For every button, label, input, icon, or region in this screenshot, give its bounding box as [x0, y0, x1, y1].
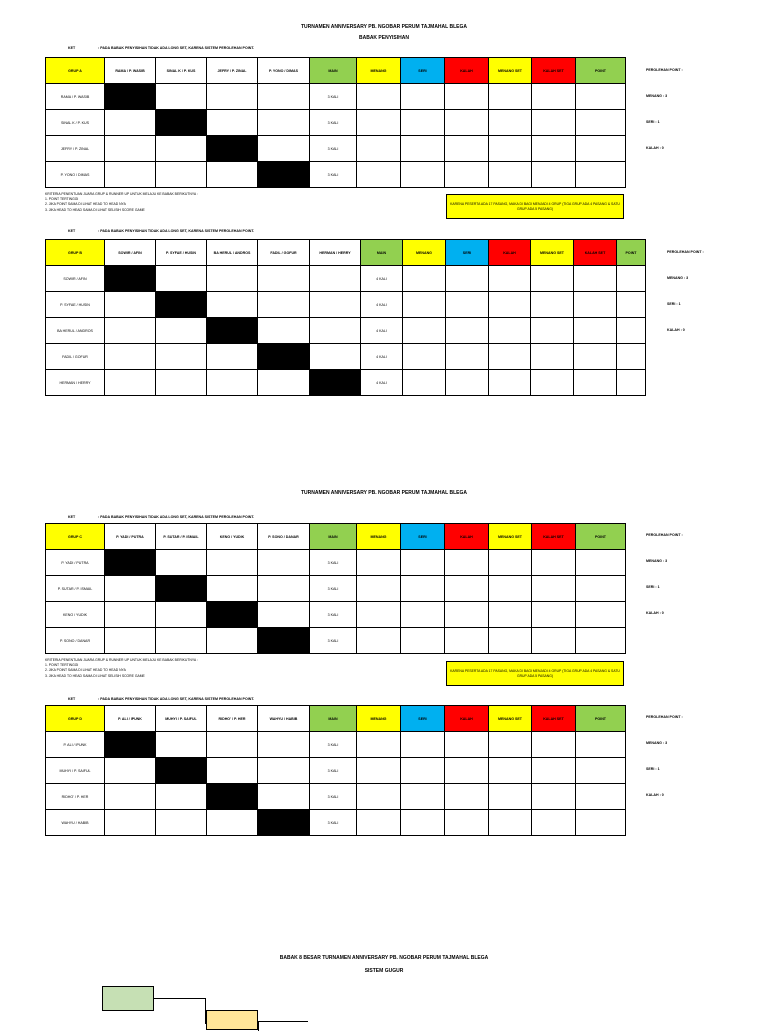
col-pair: JEFRY / P. ZINAL [207, 58, 258, 84]
score-cell[interactable] [156, 266, 207, 292]
score-cell[interactable] [105, 370, 156, 396]
score-cell[interactable] [207, 576, 258, 602]
col-menang-set: MENANG SET [531, 240, 574, 266]
points-kalah: KALAH : 0 [646, 146, 664, 150]
main-count: 3 KALI [310, 162, 357, 188]
score-cell[interactable] [207, 344, 258, 370]
score-cell[interactable] [156, 318, 207, 344]
col-kalah: KALAH [445, 58, 489, 84]
group-c-table [45, 523, 626, 654]
score-cell[interactable] [105, 136, 156, 162]
col-main: MAIN [310, 706, 357, 732]
ket-label: KET [68, 229, 76, 233]
col-pair: KENO / YUDIK [207, 524, 258, 550]
page-subtitle: SISTEM GUGUR [364, 968, 404, 974]
score-cell[interactable] [105, 628, 156, 654]
score-cell[interactable] [258, 110, 310, 136]
score-cell[interactable] [156, 810, 207, 836]
table-row [46, 110, 626, 136]
group-d-table [45, 705, 626, 836]
criteria-item: 3. JIKA HEAD TO HEAD SAMA DI LIHAT SELISIH SCORE GAME [45, 207, 145, 212]
self-match-cell [258, 628, 310, 654]
col-pair: MUHYI / P. SAIFUL [156, 706, 207, 732]
ket-text: : PADA BABAK PENYISIHAN TIDAK ADA LONG SET, KARENA SISTEM PEROLEHAN POINT. [98, 229, 255, 233]
score-cell[interactable] [105, 110, 156, 136]
row-pair: P. SYFAE / HUSIN [46, 292, 105, 318]
col-kalah: KALAH [445, 524, 489, 550]
main-count: 3 KALI [310, 602, 357, 628]
points-menang: MENANG : 3 [646, 94, 668, 98]
col-pair: FADIL / GOFUR [258, 240, 310, 266]
table-row [46, 344, 646, 370]
group-a-table [45, 57, 626, 188]
table-row [46, 576, 626, 602]
points-kalah: KALAH : 0 [646, 793, 664, 797]
bracket-slot [206, 1010, 258, 1030]
main-count: 3 KALI [310, 136, 357, 162]
score-cell[interactable] [310, 318, 361, 344]
score-cell[interactable] [156, 136, 207, 162]
col-menang: MENANG [357, 524, 401, 550]
ket-text: : PADA BABAK PENYISIHAN TIDAK ADA LONG SET, KARENA SISTEM PEROLEHAN POINT. [98, 697, 255, 701]
score-cell[interactable] [105, 810, 156, 836]
col-point: POINT [617, 240, 646, 266]
col-pair: RAMA / P. WASIB [105, 58, 156, 84]
self-match-cell [258, 162, 310, 188]
col-pair: WAHYU / HABIB [258, 706, 310, 732]
table-row [46, 318, 646, 344]
points-title: PEROLEHAN POINT : [667, 250, 704, 254]
main-count: 3 KALI [310, 732, 357, 758]
points-title: PEROLEHAN POINT : [646, 533, 683, 537]
criteria-block [45, 658, 198, 679]
points-seri: SERI : 1 [667, 302, 681, 306]
group-name: GRUP B [46, 240, 105, 266]
col-main: MAIN [361, 240, 403, 266]
ket-label: KET [68, 697, 76, 701]
score-cell[interactable] [105, 576, 156, 602]
table-row [46, 550, 626, 576]
main-count: 3 KALI [310, 84, 357, 110]
score-cell[interactable] [207, 628, 258, 654]
score-cell[interactable] [105, 318, 156, 344]
group-name: GRUP D [46, 706, 105, 732]
col-kalah-set: KALAH SET [532, 706, 576, 732]
main-count: 3 KALI [310, 810, 357, 836]
score-cell[interactable] [156, 784, 207, 810]
ket-label: KET [68, 515, 76, 519]
criteria-block [45, 192, 198, 213]
score-cell[interactable] [258, 292, 310, 318]
table-row [46, 758, 626, 784]
self-match-cell [105, 550, 156, 576]
self-match-cell [156, 576, 207, 602]
score-cell[interactable] [156, 344, 207, 370]
col-seri: SERI [401, 706, 445, 732]
score-cell[interactable] [105, 602, 156, 628]
page-title: TURNAMEN ANNIVERSARY PB. NGOBAR PERUM TAJMAHAL BLEGA [300, 490, 468, 496]
points-title: PEROLEHAN POINT : [646, 715, 683, 719]
main-count: 4 KALI [361, 344, 403, 370]
score-cell[interactable] [156, 370, 207, 396]
col-menang: MENANG [403, 240, 446, 266]
score-cell[interactable] [156, 732, 207, 758]
points-menang: MENANG : 3 [667, 276, 689, 280]
col-menang-set: MENANG SET [489, 706, 532, 732]
row-pair: P. SUTAR / P. ISMAIL [46, 576, 105, 602]
score-cell[interactable] [207, 758, 258, 784]
table-row [46, 370, 646, 396]
score-cell[interactable] [310, 292, 361, 318]
self-match-cell [156, 292, 207, 318]
score-cell[interactable] [258, 602, 310, 628]
col-pair: SINAL K / P. KUS [156, 58, 207, 84]
points-seri: SERI : 1 [646, 585, 660, 589]
points-menang: MENANG : 3 [646, 559, 668, 563]
col-main: MAIN [310, 524, 357, 550]
col-point: POINT [576, 58, 626, 84]
row-pair: P. SONO / DANAR [46, 628, 105, 654]
row-pair: KENO / YUDIK [46, 602, 105, 628]
score-cell[interactable] [156, 628, 207, 654]
score-cell[interactable] [105, 162, 156, 188]
page-title: TURNAMEN ANNIVERSARY PB. NGOBAR PERUM TAJMAHAL BLEGA [300, 24, 468, 30]
main-count: 4 KALI [361, 266, 403, 292]
col-pair: RIDHO' / P. HER [207, 706, 258, 732]
row-pair: SOWIR / AFIN [46, 266, 105, 292]
score-cell[interactable] [105, 758, 156, 784]
score-cell[interactable] [156, 162, 207, 188]
bracket-slot [102, 986, 154, 1011]
criteria-item: 1. POINT TERTINGGI [45, 663, 79, 668]
score-cell[interactable] [207, 162, 258, 188]
main-count: 3 KALI [310, 784, 357, 810]
main-count: 3 KALI [310, 758, 357, 784]
table-row [46, 784, 626, 810]
participants-note: KARENA PESERTA ADA 17 PASANG, MAKA DI BAGI MENJADI 4 GRUP (TIGA GRUP ADA 4 PASANG & SATU GRUP ADA 5 PASANG) [446, 194, 624, 219]
self-match-cell [156, 758, 207, 784]
points-seri: SERI : 1 [646, 767, 660, 771]
score-cell[interactable] [258, 84, 310, 110]
score-cell[interactable] [207, 810, 258, 836]
self-match-cell [207, 136, 258, 162]
main-count: 3 KALI [310, 110, 357, 136]
score-cell[interactable] [156, 602, 207, 628]
self-match-cell [207, 318, 258, 344]
score-cell[interactable] [258, 784, 310, 810]
group-name: GRUP A [46, 58, 105, 84]
score-cell[interactable] [156, 550, 207, 576]
points-title: PEROLEHAN POINT : [646, 68, 683, 72]
col-kalah: KALAH [489, 240, 531, 266]
row-pair: MUHYI / P. SAIFUL [46, 758, 105, 784]
row-pair: BA HERUL / ANDROS [46, 318, 105, 344]
col-pair: P. YONO / DIMAS [258, 58, 310, 84]
row-pair: JEFRY / P. ZINAL [46, 136, 105, 162]
col-kalah-set: KALAH SET [532, 524, 576, 550]
self-match-cell [105, 84, 156, 110]
score-cell[interactable] [156, 84, 207, 110]
row-pair: HERMAN / HERRY [46, 370, 105, 396]
score-cell[interactable] [310, 344, 361, 370]
row-pair: P. ALI / IPUNK [46, 732, 105, 758]
row-pair: P. YONO / DIMAS [46, 162, 105, 188]
ket-text: : PADA BABAK PENYISIHAN TIDAK ADA LONG SET, KARENA SISTEM PEROLEHAN POINT. [98, 515, 255, 519]
participants-note: KARENA PESERTA ADA 17 PASANG, MAKA DI BAGI MENJADI 4 GRUP (TIGA GRUP ADA 4 PASANG & SATU GRUP ADA 5 PASANG) [446, 661, 624, 686]
criteria-title: KRITERIA PENENTUAN JUARA GRUP & RUNNER UP UNTUK MELAJU KE BABAK BERIKUTNYA : [45, 192, 198, 196]
score-cell[interactable] [258, 550, 310, 576]
col-pair: P. SYFAE / HUSIN [156, 240, 207, 266]
score-cell[interactable] [258, 136, 310, 162]
col-menang-set: MENANG SET [489, 524, 532, 550]
col-point: POINT [576, 706, 626, 732]
main-count: 3 KALI [310, 576, 357, 602]
col-pair: P. SUTAR / P. ISMAIL [156, 524, 207, 550]
col-kalah-set: KALAH SET [574, 240, 617, 266]
col-pair: P. SONO / DANAR [258, 524, 310, 550]
table-row [46, 810, 626, 836]
col-seri: SERI [446, 240, 489, 266]
criteria-item: 1. POINT TERTINGGI [45, 197, 79, 202]
col-menang-set: MENANG SET [489, 58, 532, 84]
main-count: 4 KALI [361, 292, 403, 318]
row-pair: P. YADI / PUTRA [46, 550, 105, 576]
col-kalah-set: KALAH SET [532, 58, 576, 84]
points-seri: SERI : 1 [646, 120, 660, 124]
col-pair: BA HERUL / ANDROS [207, 240, 258, 266]
table-row [46, 292, 646, 318]
row-pair: FADIL / GOFUR [46, 344, 105, 370]
table-row [46, 136, 626, 162]
table-row [46, 628, 626, 654]
self-match-cell [310, 370, 361, 396]
criteria-item: 2. JIKA POINT SAMA DI LIHAT HEAD TO HEAD NYA [45, 202, 126, 207]
score-cell[interactable] [105, 292, 156, 318]
col-point: POINT [576, 524, 626, 550]
score-cell[interactable] [207, 266, 258, 292]
criteria-title: KRITERIA PENENTUAN JUARA GRUP & RUNNER UP UNTUK MELAJU KE BABAK BERIKUTNYA : [45, 658, 198, 662]
score-cell[interactable] [207, 550, 258, 576]
ket-text: : PADA BABAK PENYISIHAN TIDAK ADA LONG SET, KARENA SISTEM PEROLEHAN POINT. [98, 46, 255, 50]
row-pair: WAHYU / HABIB [46, 810, 105, 836]
self-match-cell [105, 732, 156, 758]
main-count: 4 KALI [361, 318, 403, 344]
self-match-cell [207, 602, 258, 628]
main-count: 3 KALI [310, 550, 357, 576]
self-match-cell [258, 810, 310, 836]
score-cell[interactable] [207, 292, 258, 318]
score-cell[interactable] [258, 266, 310, 292]
col-pair: P. YADI / PUTRA [105, 524, 156, 550]
bracket-line [258, 1021, 308, 1031]
self-match-cell [105, 266, 156, 292]
score-cell[interactable] [207, 110, 258, 136]
score-cell[interactable] [258, 318, 310, 344]
self-match-cell [156, 110, 207, 136]
points-menang: MENANG : 3 [646, 741, 668, 745]
points-kalah: KALAH : 0 [646, 611, 664, 615]
ket-label: KET [68, 46, 76, 50]
col-menang: MENANG [357, 58, 401, 84]
table-row [46, 162, 626, 188]
col-menang: MENANG [357, 706, 401, 732]
score-cell[interactable] [105, 784, 156, 810]
table-row [46, 732, 626, 758]
table-row [46, 602, 626, 628]
col-seri: SERI [401, 58, 445, 84]
row-pair: RAMA / P. WASIB [46, 84, 105, 110]
points-kalah: KALAH : 0 [667, 328, 685, 332]
col-seri: SERI [401, 524, 445, 550]
col-pair: HERMAN / HERRY [310, 240, 361, 266]
table-row [46, 266, 646, 292]
col-pair: SOWIR / AFIN [105, 240, 156, 266]
main-count: 4 KALI [361, 370, 403, 396]
page-subtitle: BABAK PENYISIHAN [358, 35, 409, 41]
score-cell[interactable] [310, 266, 361, 292]
col-pair: P. ALI / IPUNK [105, 706, 156, 732]
score-cell[interactable] [258, 758, 310, 784]
score-cell[interactable] [207, 370, 258, 396]
criteria-item: 3. JIKA HEAD TO HEAD SAMA DI LIHAT SELISIH SCORE GAME [45, 673, 145, 678]
score-cell[interactable] [258, 370, 310, 396]
group-name: GRUP C [46, 524, 105, 550]
page-title: BABAK 8 BESAR TURNAMEN ANNIVERSARY PB. NGOBAR PERUM TAJMAHAL BLEGA [279, 955, 489, 961]
score-cell[interactable] [258, 732, 310, 758]
criteria-item: 2. JIKA POINT SAMA DI LIHAT HEAD TO HEAD NYA [45, 668, 126, 673]
self-match-cell [207, 784, 258, 810]
group-b-table [45, 239, 646, 396]
table-row [46, 84, 626, 110]
row-pair: SINAL K / P. KUS [46, 110, 105, 136]
col-kalah: KALAH [445, 706, 489, 732]
self-match-cell [258, 344, 310, 370]
score-cell[interactable] [207, 732, 258, 758]
score-cell[interactable] [105, 344, 156, 370]
score-cell[interactable] [258, 576, 310, 602]
bracket-line [154, 998, 206, 1024]
score-cell[interactable] [207, 84, 258, 110]
row-pair: RIDHO' / P. HER [46, 784, 105, 810]
col-main: MAIN [310, 58, 357, 84]
main-count: 3 KALI [310, 628, 357, 654]
